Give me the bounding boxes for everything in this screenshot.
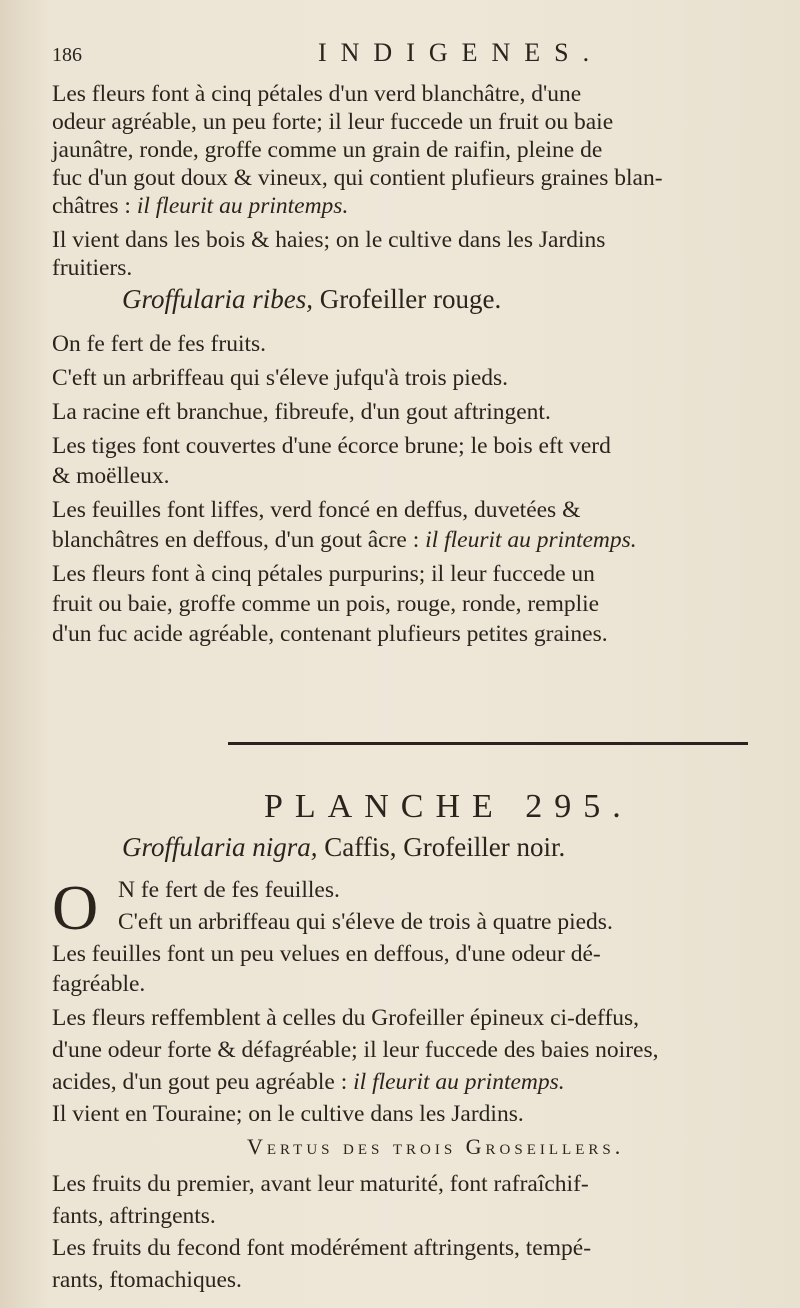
common-name: Grofeiller rouge. xyxy=(319,284,502,314)
running-title: INDIGENES. xyxy=(318,38,604,67)
divider-rule xyxy=(228,742,748,745)
text-line: odeur agréable, un peu forte; il leur fuccede un fruit ou baie xyxy=(52,109,614,135)
latin-name: Groffularia nigra, xyxy=(122,832,318,862)
text-line: Il vient dans les bois & haies; on le cultive dans les Jardins xyxy=(52,227,606,253)
latin-name: Groffularia ribes, xyxy=(122,284,314,314)
text-line: Les tiges font couvertes d'une écorce brune; le bois eft verd xyxy=(52,433,611,459)
text-line xyxy=(52,526,637,554)
text-line: fuc d'un gout doux & vineux, qui contient plufieurs graines blan- xyxy=(52,165,663,191)
species-heading xyxy=(122,284,501,315)
text-line: N fe fert de fes feuilles. xyxy=(118,877,340,903)
common-name: Caffis, Grofeiller noir. xyxy=(324,832,566,862)
text-line: Les feuilles font un peu velues en deffous, d'une odeur dé- xyxy=(52,941,601,967)
flowering-note: il fleurit au printemps. xyxy=(136,193,349,219)
text-line: rants, ftomachiques. xyxy=(52,1267,242,1293)
page-number: 186 xyxy=(52,44,82,66)
text-line: Les fruits du fecond font modérément aftringents, tempé- xyxy=(52,1235,592,1261)
text-line: C'eft un arbriffeau qui s'éleve jufqu'à trois pieds. xyxy=(52,365,509,391)
text-span: châtres : xyxy=(52,193,131,219)
text-line: fruit ou baie, groffe comme un pois, rouge, ronde, remplie xyxy=(52,591,600,617)
text-line: fants, aftringents. xyxy=(52,1203,216,1229)
text-line: d'un fuc acide agréable, contenant plufieurs petites graines. xyxy=(52,621,608,647)
text-line: Les fruits du premier, avant leur maturité, font rafraîchif- xyxy=(52,1171,589,1197)
virtues-heading: Vertus des trois Groseillers. xyxy=(247,1134,625,1159)
text-line: Les fleurs font à cinq pétales purpurins; il leur fuccede un xyxy=(52,561,595,587)
drop-cap: O xyxy=(52,872,99,943)
plate-heading: PLANCHE 295. xyxy=(264,788,633,825)
text-line: Les feuilles font liffes, verd foncé en deffus, duvetées & xyxy=(52,497,581,523)
text-line: On fe fert de fes fruits. xyxy=(52,331,267,357)
text-line: Il vient en Touraine; on le cultive dans les Jardins. xyxy=(52,1101,524,1127)
text-line: & moëlleux. xyxy=(52,463,170,489)
text-line: Les fleurs reffemblent à celles du Grofeiller épineux ci-deffus, xyxy=(52,1005,640,1031)
text-line: Les fleurs font à cinq pétales d'un verd blanchâtre, d'une xyxy=(52,81,582,107)
text-line: La racine eft branchue, fibreufe, d'un gout aftringent. xyxy=(52,399,551,425)
text-line: jaunâtre, ronde, groffe comme un grain de raifin, pleine de xyxy=(52,137,603,163)
text-line xyxy=(52,192,348,220)
flowering-note: il fleurit au printemps. xyxy=(425,527,637,553)
text-line xyxy=(52,1068,565,1096)
text-line: fagréable. xyxy=(52,971,146,997)
text-line: fruitiers. xyxy=(52,255,133,281)
text-span: acides, d'un gout peu agréable : xyxy=(52,1069,348,1095)
text-span: blanchâtres en deffous, d'un gout âcre : xyxy=(52,527,420,553)
text-line: C'eft un arbriffeau qui s'éleve de trois à quatre pieds. xyxy=(118,909,613,935)
text-line: d'une odeur forte & défagréable; il leur fuccede des baies noires, xyxy=(52,1037,659,1063)
flowering-note: il fleurit au printemps. xyxy=(353,1069,565,1095)
species-heading xyxy=(122,832,565,863)
